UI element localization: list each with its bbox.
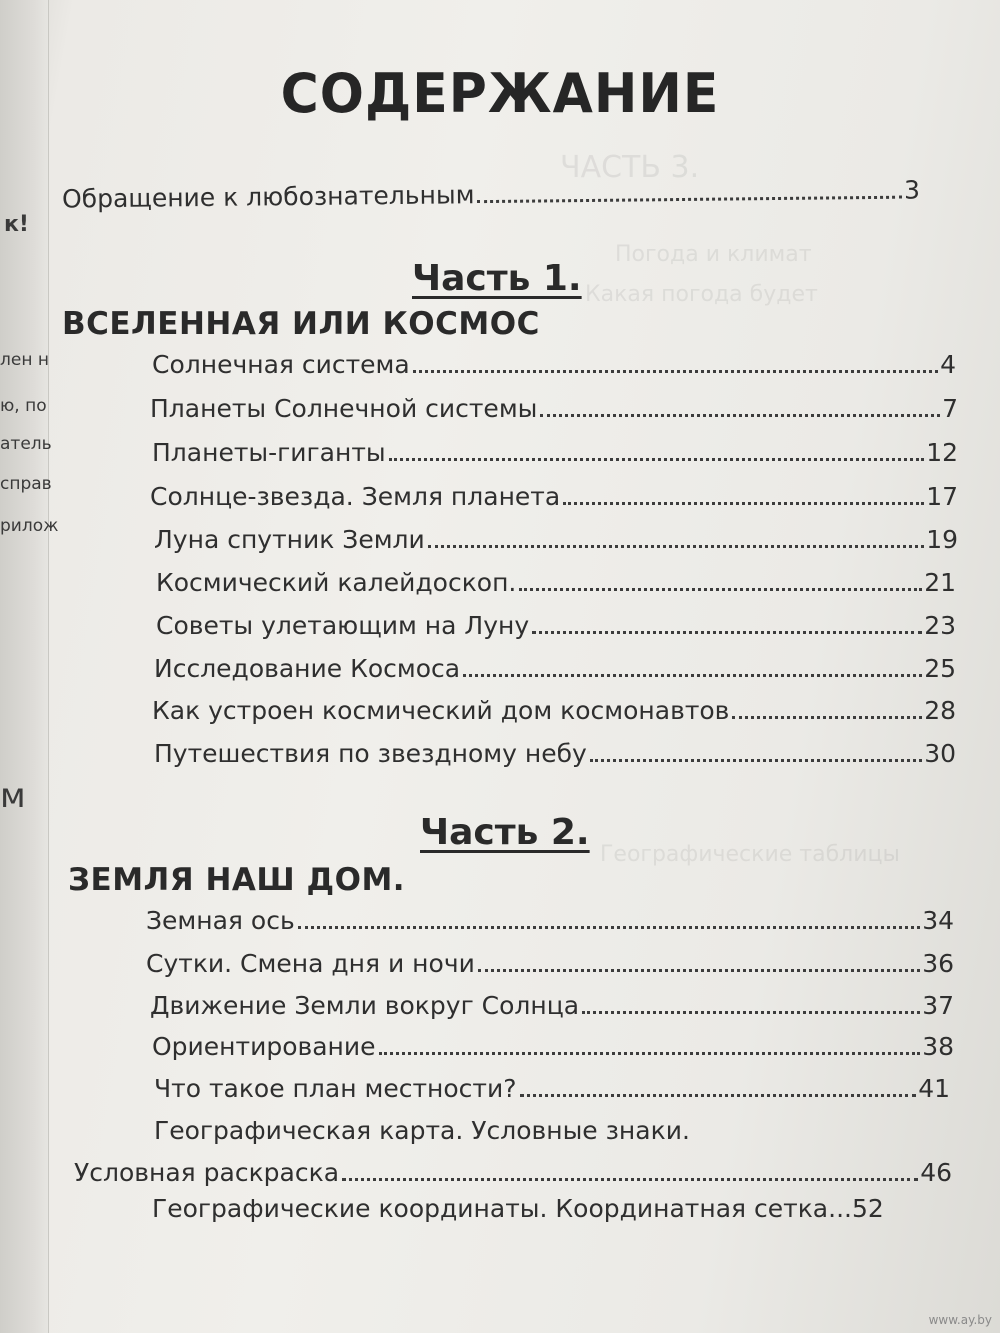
toc-entry-page: 36 (922, 949, 954, 978)
dot-leader (519, 588, 922, 591)
left-page-fragment: атель (0, 434, 52, 454)
toc-entry-page: 12 (926, 438, 958, 467)
toc-entry[interactable] (152, 438, 958, 467)
toc-entry[interactable] (156, 568, 956, 597)
show-through-text: Географические таблицы (600, 842, 900, 867)
toc-entry-page: 17 (926, 482, 958, 511)
toc-entry-page: 34 (922, 906, 954, 935)
toc-entry[interactable] (150, 482, 958, 511)
toc-entry[interactable] (154, 1074, 950, 1103)
toc-entry-title: Сутки. Смена дня и ночи (146, 949, 475, 978)
part-2-section-title: ЗЕМЛЯ НАШ ДОМ. (68, 862, 406, 898)
left-page-fragment: рилож (0, 516, 59, 536)
left-page-fragment: м (0, 776, 26, 816)
toc-entry-title: Обращение к любознательным (61, 180, 475, 214)
toc-entry-title: Что такое план местности? (154, 1074, 517, 1103)
toc-entry-title: Солнце-звезда. Земля планета (150, 482, 561, 511)
toc-entry-title: Как устроен космический дом космонавтов (152, 696, 730, 725)
toc-entry-page: 4 (940, 350, 956, 379)
toc-entry-page: 23 (924, 611, 956, 640)
toc-entry[interactable] (152, 1032, 954, 1061)
dot-leader (540, 414, 940, 417)
toc-entry-page: 46 (920, 1158, 952, 1187)
toc-entry-geo-coords[interactable]: Географические координаты. Координатная сетка...52 (152, 1194, 884, 1223)
toc-entry[interactable] (146, 906, 954, 935)
left-page-fragment: справ (0, 474, 52, 494)
dot-leader (389, 458, 925, 461)
dot-leader (532, 631, 922, 634)
part-2-heading: Часть 2. (420, 812, 590, 853)
toc-entry[interactable] (154, 739, 956, 768)
part-1-heading: Часть 1. (412, 258, 582, 299)
left-page-edge (0, 0, 59, 1333)
dot-leader (298, 926, 920, 929)
toc-entry[interactable] (154, 525, 958, 554)
toc-entry-title: Путешествия по звездному небу (154, 739, 587, 768)
dot-leader (379, 1052, 921, 1055)
toc-entry-page: 30 (924, 739, 956, 768)
dot-leader (582, 1011, 920, 1014)
toc-entry-page: 41 (918, 1074, 950, 1103)
toc-entry-intro[interactable] (62, 176, 920, 214)
dot-leader (478, 969, 920, 972)
show-through-text: ЧАСТЬ 3. (560, 150, 700, 185)
dot-leader (478, 196, 903, 203)
page-title: СОДЕРЖАНИЕ (280, 62, 720, 126)
toc-entry-title: Советы улетающим на Луну (156, 611, 530, 640)
dot-leader (342, 1178, 918, 1181)
dot-leader (428, 545, 924, 548)
toc-entry[interactable] (156, 611, 956, 640)
show-through-text: Погода и климат (615, 242, 812, 267)
toc-entry[interactable] (152, 696, 956, 725)
toc-entry-title: Условная раскраска (74, 1158, 340, 1187)
toc-entry-title: Планеты Солнечной системы (150, 394, 538, 423)
toc-entry-page: 3 (903, 175, 921, 205)
left-page-fragment: к! (4, 212, 29, 237)
toc-entry[interactable] (74, 1158, 952, 1187)
dot-leader (590, 759, 922, 762)
left-page-fragment: лен н (0, 350, 49, 370)
toc-entry-page: 21 (924, 568, 956, 597)
dot-leader (732, 716, 922, 719)
watermark: www.ay.by (928, 1313, 992, 1327)
toc-entry-title: Исследование Космоса (154, 654, 461, 683)
left-page-fragment: ю, по (0, 396, 47, 416)
toc-entry[interactable] (150, 394, 958, 423)
toc-entry-title: Планеты-гиганты (152, 438, 386, 467)
show-through-text: Какая погода будет (585, 282, 818, 307)
dot-leader (563, 502, 924, 505)
toc-entry-title: Ориентирование (152, 1032, 376, 1061)
toc-entry-title: Космический калейдоскоп. (156, 568, 517, 597)
toc-entry-page: 28 (924, 696, 956, 725)
dot-leader (463, 674, 922, 677)
part-1-section-title: ВСЕЛЕННАЯ ИЛИ КОСМОС (62, 306, 540, 342)
toc-entry-page: 37 (922, 991, 954, 1020)
toc-entry-page: 38 (922, 1032, 954, 1061)
toc-entry-geo-map-title: Географическая карта. Условные знаки. (154, 1116, 690, 1145)
dot-leader (520, 1094, 917, 1097)
toc-entry-page: 19 (926, 525, 958, 554)
toc-entry-title: Движение Земли вокруг Солнца (150, 991, 580, 1020)
toc-entry[interactable] (146, 949, 954, 978)
toc-entry-page: 25 (924, 654, 956, 683)
toc-entry-title: Земная ось (146, 906, 295, 935)
toc-entry-title: Солнечная система (152, 350, 410, 379)
toc-entry[interactable] (154, 654, 956, 683)
toc-entry[interactable] (150, 991, 954, 1020)
toc-entry[interactable] (152, 350, 956, 379)
toc-entry-page: 7 (942, 394, 958, 423)
toc-entry-title: Луна спутник Земли (154, 525, 425, 554)
dot-leader (413, 370, 938, 373)
